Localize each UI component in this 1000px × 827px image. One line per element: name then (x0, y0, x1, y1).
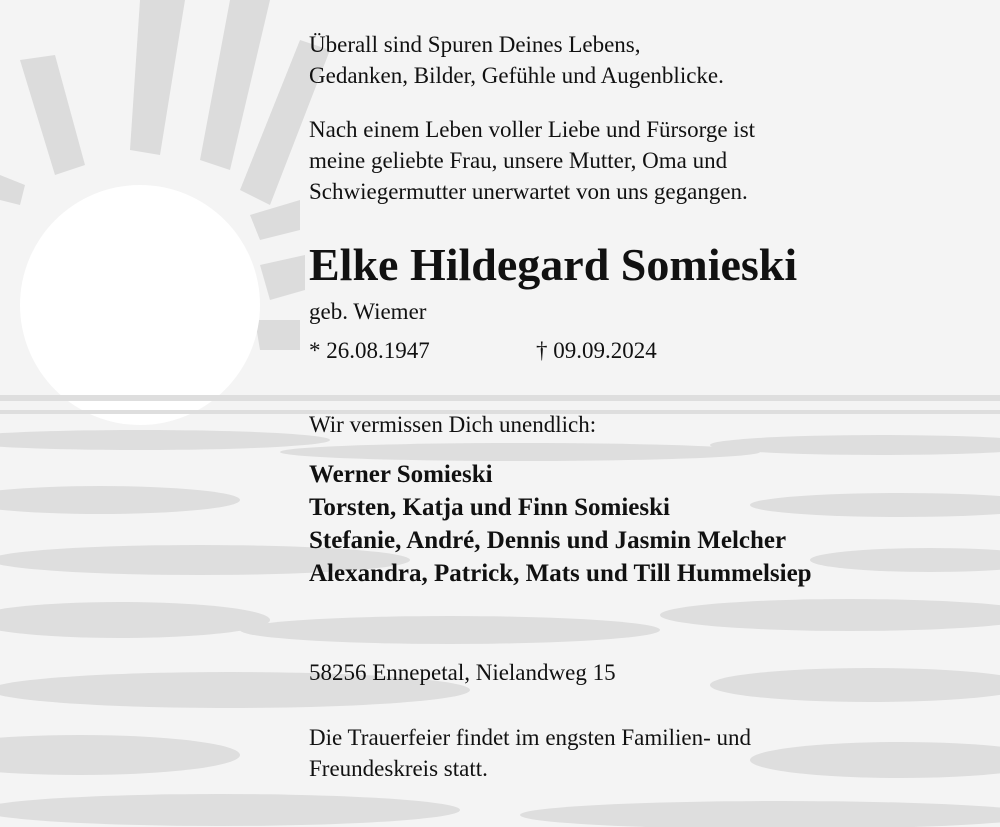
service-line: Freundeskreis statt. (309, 756, 488, 781)
address: 58256 Ennepetal, Nielandweg 15 (309, 660, 616, 685)
mourner-name: Werner Somieski (309, 461, 493, 488)
intro-line: meine geliebte Frau, unsere Mutter, Oma und (309, 148, 728, 173)
intro-line: Nach einem Leben voller Liebe und Fürsorge ist (309, 117, 756, 142)
verse-line: Gedanken, Bilder, Gefühle und Augenblicke. (309, 63, 724, 88)
verse-line: Überall sind Spuren Deines Lebens, (309, 32, 641, 57)
mourners-list (309, 458, 812, 590)
birth-date: * 26.08.1947 (309, 338, 430, 363)
death-date: † 09.09.2024 (536, 338, 657, 363)
deceased-name: Elke Hildegard Somieski (309, 239, 798, 290)
mourner-name: Stefanie, André, Dennis und Jasmin Melcher (309, 527, 787, 554)
mourning-line: Wir vermissen Dich unendlich: (309, 412, 597, 437)
verse (309, 29, 724, 91)
service-info (309, 722, 751, 784)
intro-line: Schwiegermutter unerwartet von uns gegangen. (309, 179, 748, 204)
mourner-name: Alexandra, Patrick, Mats und Till Hummelsiep (309, 560, 812, 587)
service-line: Die Trauerfeier findet im engsten Familien- und (309, 725, 752, 750)
intro-text (309, 114, 755, 207)
mourner-name: Torsten, Katja und Finn Somieski (309, 494, 670, 521)
maiden-name: geb. Wiemer (309, 299, 427, 324)
